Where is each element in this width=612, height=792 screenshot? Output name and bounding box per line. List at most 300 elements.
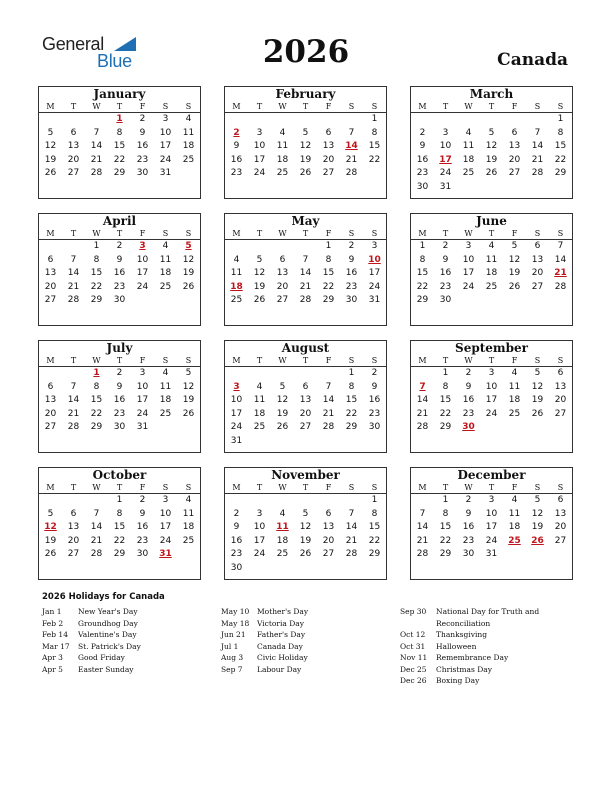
- holiday-name: Canada Day: [257, 641, 303, 651]
- holiday-column: [221, 606, 397, 675]
- day-cell: 17: [485, 395, 498, 405]
- weekday-label: S: [348, 229, 355, 238]
- week-row: [225, 240, 386, 254]
- weekday-label: S: [557, 356, 564, 365]
- day-cell: 20: [554, 522, 567, 532]
- month-name: June: [476, 214, 507, 228]
- week-row: [39, 548, 200, 562]
- weekday-label: T: [442, 483, 449, 492]
- weekday-header: [225, 228, 386, 240]
- holiday-date: Apr 3: [42, 653, 63, 662]
- day-cell: 15: [439, 395, 452, 405]
- day-cell: 8: [325, 254, 332, 265]
- weekday-label: T: [488, 356, 495, 365]
- weekday-label: S: [162, 102, 169, 111]
- empty-day-cell: [503, 548, 526, 562]
- day-cell: 22: [554, 154, 567, 165]
- weekday-label: S: [371, 229, 378, 238]
- month-name: January: [93, 87, 146, 101]
- weekday-label: S: [371, 483, 378, 492]
- day-cell: 19: [531, 522, 544, 532]
- weekday-label: T: [302, 483, 309, 492]
- weekday-label: S: [557, 483, 564, 492]
- day-cell: 2: [371, 368, 378, 378]
- week-row: [411, 267, 572, 281]
- weekday-label: T: [116, 229, 123, 238]
- day-cell: 28: [299, 295, 312, 305]
- day-cell: 20: [44, 281, 57, 292]
- day-cell: 30: [439, 295, 452, 305]
- empty-day-cell: [549, 548, 572, 562]
- day-cell: 13: [67, 141, 80, 151]
- day-cell: 18: [276, 154, 289, 165]
- day-cell: 8: [557, 127, 564, 138]
- day-cell: 21: [345, 154, 358, 165]
- empty-day-cell: [85, 113, 108, 127]
- empty-day-cell: [457, 181, 480, 195]
- day-cell: 10: [253, 522, 266, 532]
- week-row: [225, 140, 386, 154]
- empty-day-cell: [526, 181, 549, 195]
- day-cell: 23: [462, 408, 475, 419]
- day-cell: 22: [368, 535, 381, 546]
- holidays-title: 2026 Holidays for Canada: [42, 592, 165, 602]
- empty-day-cell: [248, 435, 271, 449]
- day-cell: 22: [113, 535, 126, 546]
- day-cell: 31: [159, 549, 172, 559]
- empty-day-cell: [225, 240, 248, 254]
- weekday-label: M: [232, 102, 241, 111]
- weekday-label: T: [70, 356, 77, 365]
- day-cell: 30: [230, 562, 243, 573]
- day-cell: 9: [233, 141, 240, 151]
- weekday-label: T: [442, 229, 449, 238]
- day-cell: 23: [416, 168, 429, 178]
- day-cell: 16: [230, 535, 243, 546]
- day-cell: 21: [90, 154, 103, 165]
- day-cell: 4: [185, 114, 192, 124]
- day-cell: 16: [136, 141, 149, 151]
- weekday-label: M: [46, 102, 55, 111]
- holiday-item: [400, 641, 576, 653]
- weekday-label: W: [92, 229, 101, 238]
- empty-day-cell: [248, 367, 271, 381]
- day-cell: 21: [531, 154, 544, 165]
- day-cell: 22: [322, 281, 335, 292]
- day-cell: 18: [182, 141, 195, 151]
- day-cell: 17: [230, 408, 243, 419]
- holiday-date: Dec 26: [400, 676, 427, 685]
- month-name: February: [275, 87, 336, 101]
- day-cell: 25: [230, 295, 243, 305]
- day-cell: 22: [439, 535, 452, 546]
- day-cell: 13: [554, 508, 567, 519]
- holiday-date: Oct 31: [400, 641, 426, 651]
- day-cell: 5: [279, 381, 286, 392]
- day-cell: 2: [139, 495, 146, 505]
- day-cell: 1: [325, 241, 332, 251]
- day-cell: 8: [419, 254, 426, 265]
- day-cell: 18: [182, 522, 195, 532]
- day-cell: 24: [368, 281, 381, 292]
- day-cell: 22: [90, 408, 103, 419]
- day-cell: 7: [534, 127, 541, 138]
- day-cell: 12: [531, 508, 544, 519]
- weekday-label: S: [534, 102, 541, 111]
- day-cell: 23: [368, 408, 381, 419]
- day-cell: 2: [116, 241, 123, 251]
- empty-day-cell: [271, 494, 294, 508]
- day-cell: 28: [67, 295, 80, 305]
- holiday-name: Groundhog Day: [78, 618, 138, 628]
- week-row: [39, 394, 200, 408]
- empty-day-cell: [294, 367, 317, 381]
- day-cell: 23: [345, 281, 358, 292]
- day-cell: 11: [276, 522, 289, 532]
- day-cell: 1: [371, 495, 378, 505]
- day-cell: 7: [419, 508, 426, 519]
- week-row: [225, 408, 386, 422]
- day-cell: 6: [325, 508, 332, 519]
- day-cell: 24: [159, 535, 172, 546]
- week-row: [39, 113, 200, 127]
- day-cell: 16: [136, 522, 149, 532]
- empty-day-cell: [363, 562, 386, 576]
- day-cell: 9: [348, 254, 355, 265]
- week-row: [39, 167, 200, 181]
- week-row: [225, 435, 386, 449]
- empty-day-cell: [503, 181, 526, 195]
- day-cell: 29: [113, 168, 126, 178]
- day-cell: 2: [348, 241, 355, 251]
- day-cell: 27: [531, 281, 544, 292]
- day-cell: 31: [136, 422, 149, 432]
- week-row: [225, 113, 386, 127]
- day-cell: 15: [90, 395, 103, 405]
- week-row: [39, 281, 200, 295]
- day-cell: 4: [162, 241, 169, 251]
- day-cell: 21: [67, 281, 80, 292]
- day-cell: 29: [345, 422, 358, 432]
- weekday-label: M: [418, 229, 427, 238]
- holiday-date: Feb 14: [42, 630, 68, 639]
- weekday-label: T: [256, 102, 263, 111]
- weekday-header: [225, 355, 386, 367]
- day-cell: 3: [139, 241, 146, 251]
- week-row: [411, 294, 572, 308]
- weekday-label: S: [534, 229, 541, 238]
- day-cell: 16: [416, 154, 429, 165]
- day-cell: 10: [439, 141, 452, 151]
- empty-day-cell: [248, 562, 271, 576]
- holiday-date: May 18: [221, 618, 250, 628]
- day-cell: 13: [299, 395, 312, 405]
- day-cell: 16: [462, 522, 475, 532]
- empty-day-cell: [317, 435, 340, 449]
- holiday-name: St. Patrick's Day: [78, 641, 141, 651]
- empty-day-cell: [340, 113, 363, 127]
- day-cell: 27: [554, 408, 567, 419]
- day-cell: 15: [322, 268, 335, 278]
- day-cell: 24: [485, 535, 498, 546]
- day-cell: 4: [256, 381, 263, 392]
- day-cell: 3: [162, 495, 169, 505]
- day-cell: 26: [299, 168, 312, 178]
- holiday-date: Jul 1: [221, 641, 239, 651]
- day-cell: 4: [279, 508, 286, 519]
- day-cell: 7: [348, 508, 355, 519]
- day-cell: 21: [322, 408, 335, 419]
- day-cell: 29: [416, 295, 429, 305]
- empty-day-cell: [62, 240, 85, 254]
- day-cell: 11: [159, 381, 172, 392]
- week-row: [225, 508, 386, 522]
- day-cell: 16: [113, 395, 126, 405]
- empty-day-cell: [62, 113, 85, 127]
- day-cell: 29: [554, 168, 567, 178]
- day-cell: 6: [47, 254, 54, 265]
- weekday-label: S: [348, 102, 355, 111]
- day-cell: 10: [368, 254, 381, 265]
- day-cell: 20: [322, 154, 335, 165]
- day-cell: 14: [345, 522, 358, 532]
- holiday-item: [400, 629, 576, 641]
- day-cell: 18: [159, 268, 172, 278]
- day-cell: 8: [371, 127, 378, 138]
- empty-day-cell: [549, 421, 572, 435]
- day-cell: 13: [44, 395, 57, 405]
- day-cell: 4: [279, 127, 286, 138]
- day-cell: 25: [182, 154, 195, 165]
- week-row: [39, 408, 200, 422]
- day-cell: 8: [93, 254, 100, 265]
- day-cell: 25: [159, 408, 172, 419]
- day-cell: 5: [534, 368, 541, 378]
- day-cell: 3: [442, 127, 449, 138]
- day-cell: 13: [322, 522, 335, 532]
- day-cell: 9: [139, 508, 146, 519]
- holiday-date: Oct 12: [400, 630, 426, 639]
- day-cell: 30: [113, 422, 126, 432]
- day-cell: 7: [93, 127, 100, 138]
- day-cell: 8: [93, 381, 100, 392]
- empty-day-cell: [549, 294, 572, 308]
- day-cell: 14: [416, 395, 429, 405]
- day-cell: 27: [67, 549, 80, 559]
- holiday-column: [42, 606, 218, 675]
- holiday-item: [42, 652, 218, 664]
- day-cell: 5: [488, 127, 495, 138]
- holiday-item: [42, 664, 218, 676]
- day-cell: 25: [508, 408, 521, 419]
- weekday-label: M: [46, 356, 55, 365]
- day-cell: 5: [47, 508, 54, 519]
- day-cell: 21: [90, 535, 103, 546]
- month-9: [38, 467, 201, 580]
- day-cell: 17: [253, 535, 266, 546]
- week-row: [411, 508, 572, 522]
- day-cell: 23: [113, 408, 126, 419]
- week-row: [225, 421, 386, 435]
- holiday-name: Mother's Day: [257, 607, 309, 616]
- empty-day-cell: [363, 167, 386, 181]
- weekday-label: F: [511, 356, 518, 365]
- day-cell: 1: [93, 368, 100, 378]
- empty-day-cell: [294, 494, 317, 508]
- weekday-label: S: [371, 356, 378, 365]
- day-cell: 5: [302, 508, 309, 519]
- empty-day-cell: [248, 240, 271, 254]
- week-row: [411, 394, 572, 408]
- weekday-label: W: [464, 229, 473, 238]
- day-cell: 26: [44, 168, 57, 178]
- day-cell: 10: [136, 254, 149, 265]
- weekday-label: T: [442, 356, 449, 365]
- weekday-label: T: [70, 102, 77, 111]
- day-cell: 25: [508, 535, 521, 546]
- day-cell: 6: [279, 254, 286, 265]
- empty-day-cell: [411, 113, 434, 127]
- day-cell: 15: [345, 395, 358, 405]
- empty-day-cell: [480, 294, 503, 308]
- month-8: [410, 340, 573, 453]
- week-row: [39, 521, 200, 535]
- day-cell: 2: [419, 127, 426, 138]
- empty-day-cell: [271, 240, 294, 254]
- week-row: [411, 548, 572, 562]
- weekday-label: T: [70, 229, 77, 238]
- day-cell: 28: [554, 281, 567, 292]
- day-cell: 26: [276, 422, 289, 432]
- empty-day-cell: [294, 562, 317, 576]
- day-cell: 10: [159, 508, 172, 519]
- holiday-date: Jan 1: [42, 607, 62, 616]
- empty-day-cell: [340, 435, 363, 449]
- empty-day-cell: [177, 294, 200, 308]
- day-cell: 25: [159, 281, 172, 292]
- empty-day-cell: [526, 548, 549, 562]
- weekday-label: F: [511, 483, 518, 492]
- holiday-date: Sep 7: [221, 664, 243, 674]
- holiday-date: Feb 2: [42, 618, 64, 628]
- empty-day-cell: [271, 435, 294, 449]
- day-cell: 17: [439, 154, 452, 165]
- week-row: [225, 394, 386, 408]
- week-row: [225, 167, 386, 181]
- weekday-label: S: [162, 229, 169, 238]
- day-cell: 10: [159, 127, 172, 138]
- empty-day-cell: [503, 294, 526, 308]
- empty-day-cell: [248, 113, 271, 127]
- day-cell: 1: [116, 114, 123, 124]
- weekday-label: T: [488, 102, 495, 111]
- empty-day-cell: [294, 240, 317, 254]
- weekday-label: W: [92, 356, 101, 365]
- holiday-name: Father's Day: [257, 630, 306, 639]
- day-cell: 16: [230, 154, 243, 165]
- day-cell: 13: [67, 522, 80, 532]
- empty-day-cell: [503, 421, 526, 435]
- day-cell: 31: [439, 181, 452, 192]
- empty-day-cell: [177, 421, 200, 435]
- day-cell: 28: [345, 168, 358, 178]
- day-cell: 19: [485, 154, 498, 165]
- day-cell: 11: [159, 254, 172, 265]
- weekday-header: [225, 101, 386, 113]
- day-cell: 1: [116, 495, 123, 505]
- empty-day-cell: [503, 113, 526, 127]
- weekday-label: S: [534, 356, 541, 365]
- holiday-item: [400, 652, 576, 664]
- day-cell: 4: [511, 495, 518, 505]
- week-row: [411, 154, 572, 168]
- empty-day-cell: [317, 367, 340, 381]
- day-cell: 19: [299, 154, 312, 165]
- day-cell: 18: [462, 154, 475, 165]
- day-cell: 26: [485, 168, 498, 178]
- holiday-item: [221, 641, 397, 653]
- day-cell: 11: [485, 254, 498, 265]
- day-cell: 19: [182, 268, 195, 278]
- day-cell: 15: [368, 141, 381, 151]
- day-cell: 13: [508, 141, 521, 151]
- weekday-label: S: [557, 229, 564, 238]
- day-cell: 30: [136, 549, 149, 559]
- day-cell: 9: [116, 254, 123, 265]
- empty-day-cell: [480, 181, 503, 195]
- day-cell: 14: [90, 141, 103, 151]
- day-cell: 26: [531, 535, 544, 546]
- day-cell: 30: [368, 422, 381, 432]
- day-cell: 6: [557, 495, 564, 505]
- week-row: [411, 521, 572, 535]
- week-row: [225, 127, 386, 141]
- weekday-label: W: [278, 356, 287, 365]
- day-cell: 2: [139, 114, 146, 124]
- month-name: December: [457, 468, 526, 482]
- holiday-name: Halloween: [436, 641, 477, 651]
- day-cell: 29: [439, 549, 452, 559]
- day-cell: 5: [256, 254, 263, 265]
- holiday-item: [221, 652, 397, 664]
- day-cell: 27: [322, 549, 335, 559]
- day-cell: 13: [44, 268, 57, 278]
- day-cell: 11: [462, 141, 475, 151]
- day-cell: 17: [368, 268, 381, 278]
- day-cell: 25: [462, 168, 475, 178]
- week-row: [225, 294, 386, 308]
- country-label: Canada: [497, 50, 568, 70]
- holiday-name: Remembrance Day: [436, 653, 509, 662]
- weekday-header: [39, 228, 200, 240]
- day-cell: 27: [299, 422, 312, 432]
- empty-day-cell: [39, 494, 62, 508]
- empty-day-cell: [271, 113, 294, 127]
- day-cell: 6: [70, 127, 77, 138]
- week-row: [411, 140, 572, 154]
- holiday-date: Apr 5: [42, 664, 63, 674]
- week-row: [39, 240, 200, 254]
- day-cell: 28: [67, 422, 80, 432]
- week-row: [411, 240, 572, 254]
- day-cell: 26: [44, 549, 57, 559]
- day-cell: 22: [345, 408, 358, 419]
- empty-day-cell: [340, 562, 363, 576]
- empty-day-cell: [526, 421, 549, 435]
- day-cell: 8: [371, 508, 378, 519]
- day-cell: 29: [90, 422, 103, 432]
- holiday-date: Sep 30: [400, 607, 427, 616]
